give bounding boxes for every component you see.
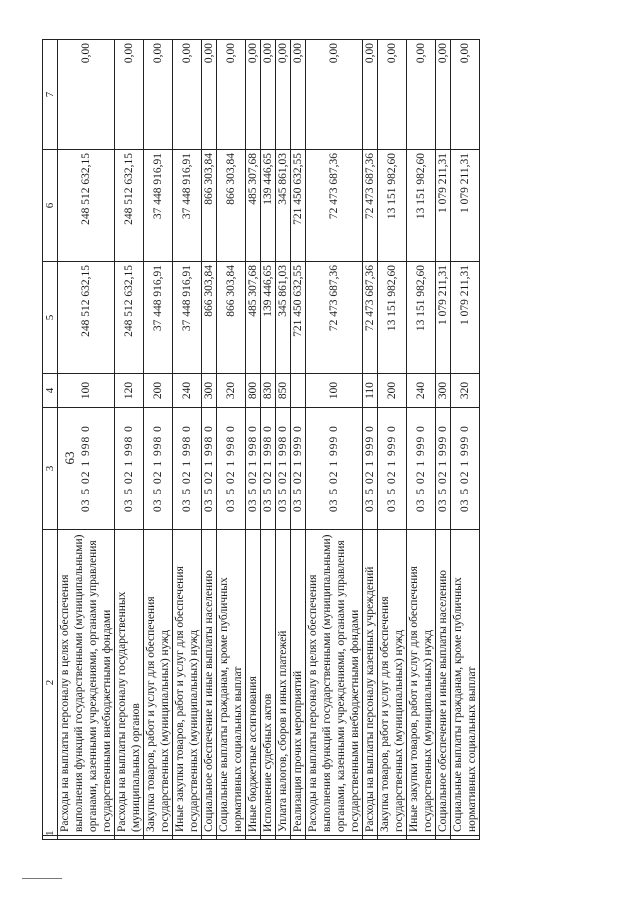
budget-table: [42, 39, 480, 840]
page-number: 63: [62, 451, 77, 465]
row-amount-5: 13 151 982,60: [378, 262, 407, 374]
row-amount-5: 485 307,68: [246, 262, 261, 374]
row-col-1: [58, 836, 115, 840]
row-amount-6: 248 512 632,15: [115, 150, 144, 262]
row-kvr: [291, 374, 306, 408]
table-row: [306, 40, 363, 840]
row-description: Социальное обеспечение и иные выплаты населению: [202, 530, 217, 836]
row-description: Расходы на выплаты персоналу в целях обеспечения выполнения функций государственными (муниципальными) органами, казенными учреждениями, органами управления государственными внебюджетными фондами: [58, 530, 115, 836]
row-amount-6: 72 473 687,36: [363, 150, 378, 262]
table-row: [202, 40, 217, 840]
table-row: [246, 40, 261, 840]
header-col-2: 2: [43, 530, 58, 836]
row-amount-7: 0,00: [363, 40, 378, 150]
row-kvr: 320: [217, 374, 246, 408]
row-col-1: [173, 836, 202, 840]
row-col-1: [306, 836, 363, 840]
table-row: [363, 40, 378, 840]
row-amount-7: 0,00: [378, 40, 407, 150]
row-amount-6: 72 473 687,36: [306, 150, 363, 262]
row-amount-6: 37 448 916,91: [144, 150, 173, 262]
row-kvr: 100: [306, 374, 363, 408]
row-amount-5: 37 448 916,91: [144, 262, 173, 374]
row-amount-6: 345 861,03: [276, 150, 291, 262]
table-row: [115, 40, 144, 840]
row-code: 03 5 02 1 999 0: [451, 408, 480, 530]
row-description: Исполнение судебных актов: [261, 530, 276, 836]
row-col-1: [261, 836, 276, 840]
row-col-1: [217, 836, 246, 840]
table-row: [144, 40, 173, 840]
row-amount-7: 0,00: [261, 40, 276, 150]
row-amount-6: 485 307,68: [246, 150, 261, 262]
row-amount-7: 0,00: [202, 40, 217, 150]
row-code: 03 5 02 1 999 0: [291, 408, 306, 530]
row-kvr: 100: [58, 374, 115, 408]
table-row: [378, 40, 407, 840]
row-col-1: [144, 836, 173, 840]
row-amount-5: 37 448 916,91: [173, 262, 202, 374]
row-code: 03 5 02 1 998 0: [58, 408, 115, 530]
header-col-1: 1: [43, 836, 58, 840]
row-col-1: [291, 836, 306, 840]
row-kvr: 200: [378, 374, 407, 408]
row-col-1: [451, 836, 480, 840]
row-description: Уплата налогов, сборов и иных платежей: [276, 530, 291, 836]
row-amount-5: 248 512 632,15: [115, 262, 144, 374]
table-row: [291, 40, 306, 840]
row-code: 03 5 02 1 998 0: [217, 408, 246, 530]
row-col-1: [378, 836, 407, 840]
row-amount-7: 0,00: [246, 40, 261, 150]
header-col-3: 3: [43, 408, 58, 530]
row-col-1: [202, 836, 217, 840]
header-col-7: 7: [43, 40, 58, 150]
row-code: 03 5 02 1 998 0: [115, 408, 144, 530]
row-amount-6: 13 151 982,60: [378, 150, 407, 262]
row-amount-5: 13 151 982,60: [407, 262, 436, 374]
row-amount-5: 866 303,84: [217, 262, 246, 374]
row-kvr: 850: [276, 374, 291, 408]
row-code: 03 5 02 1 998 0: [261, 408, 276, 530]
row-amount-5: 72 473 687,36: [306, 262, 363, 374]
row-amount-6: 721 450 632,55: [291, 150, 306, 262]
row-kvr: 320: [451, 374, 480, 408]
table-row: [451, 40, 480, 840]
row-amount-7: 0,00: [451, 40, 480, 150]
table-row: [276, 40, 291, 840]
row-code: 03 5 02 1 998 0: [144, 408, 173, 530]
row-amount-7: 0,00: [58, 40, 115, 150]
row-description: Закупка товаров, работ и услуг для обеспечения государственных (муниципальных) нужд: [378, 530, 407, 836]
row-description: Социальные выплаты гражданам, кроме публичных нормативных социальных выплат: [451, 530, 480, 836]
table-row: [407, 40, 436, 840]
row-amount-6: 248 512 632,15: [58, 150, 115, 262]
table-row: [217, 40, 246, 840]
row-col-1: [246, 836, 261, 840]
row-code: 03 5 02 1 999 0: [407, 408, 436, 530]
table-body: [58, 40, 480, 840]
row-code: 03 5 02 1 999 0: [436, 408, 451, 530]
table-header-row: [43, 40, 58, 840]
row-amount-7: 0,00: [436, 40, 451, 150]
row-kvr: 300: [436, 374, 451, 408]
row-code: 03 5 02 1 998 0: [202, 408, 217, 530]
row-kvr: 120: [115, 374, 144, 408]
row-amount-6: 13 151 982,60: [407, 150, 436, 262]
row-col-1: [115, 836, 144, 840]
row-code: 03 5 02 1 998 0: [276, 408, 291, 530]
row-amount-5: 345 861,03: [276, 262, 291, 374]
row-amount-7: 0,00: [291, 40, 306, 150]
row-amount-5: 1 079 211,31: [451, 262, 480, 374]
header-col-5: 5: [43, 262, 58, 374]
row-amount-7: 0,00: [115, 40, 144, 150]
row-amount-6: 866 303,84: [217, 150, 246, 262]
row-amount-7: 0,00: [144, 40, 173, 150]
row-description: Расходы на выплаты персоналу казенных учреждений: [363, 530, 378, 836]
row-description: Закупка товаров, работ и услуг для обеспечения государственных (муниципальных) нужд: [144, 530, 173, 836]
header-col-4: 4: [43, 374, 58, 408]
row-description: Иные закупки товаров, работ и услуг для обеспечения государственных (муниципальных) нужд: [407, 530, 436, 836]
row-col-1: [363, 836, 378, 840]
header-col-6: 6: [43, 150, 58, 262]
row-amount-6: 37 448 916,91: [173, 150, 202, 262]
row-description: Иные бюджетные ассигнования: [246, 530, 261, 836]
row-amount-7: 0,00: [217, 40, 246, 150]
row-amount-6: 866 303,84: [202, 150, 217, 262]
table-row: [436, 40, 451, 840]
row-kvr: 240: [407, 374, 436, 408]
row-col-1: [407, 836, 436, 840]
rotated-table-container: [42, 40, 572, 840]
corner-mark: [22, 878, 62, 879]
row-description: Расходы на выплаты персоналу в целях обеспечения выполнения функций государственными (муниципальными) органами, казенными учреждениями, органами управления государственными внебюджетными фондами: [306, 530, 363, 836]
table-row: [173, 40, 202, 840]
table-row: [261, 40, 276, 840]
row-code: 03 5 02 1 999 0: [363, 408, 378, 530]
row-code: 03 5 02 1 999 0: [378, 408, 407, 530]
row-amount-5: 248 512 632,15: [58, 262, 115, 374]
row-description: Реализация прочих мероприятий: [291, 530, 306, 836]
table-row: [58, 40, 115, 840]
row-amount-6: 1 079 211,31: [451, 150, 480, 262]
row-code: 03 5 02 1 998 0: [246, 408, 261, 530]
row-kvr: 240: [173, 374, 202, 408]
row-amount-7: 0,00: [407, 40, 436, 150]
row-amount-5: 139 446,65: [261, 262, 276, 374]
row-description: Социальные выплаты гражданам, кроме публичных нормативных социальных выплат: [217, 530, 246, 836]
row-amount-7: 0,00: [276, 40, 291, 150]
row-amount-7: 0,00: [173, 40, 202, 150]
row-amount-5: 721 450 632,55: [291, 262, 306, 374]
row-code: 03 5 02 1 999 0: [306, 408, 363, 530]
row-kvr: 200: [144, 374, 173, 408]
row-amount-6: 139 446,65: [261, 150, 276, 262]
row-kvr: 110: [363, 374, 378, 408]
row-amount-5: 1 079 211,31: [436, 262, 451, 374]
row-description: Иные закупки товаров, работ и услуг для обеспечения государственных (муниципальных) нужд: [173, 530, 202, 836]
row-amount-5: 72 473 687,36: [363, 262, 378, 374]
row-code: 03 5 02 1 998 0: [173, 408, 202, 530]
row-kvr: 830: [261, 374, 276, 408]
row-amount-5: 866 303,84: [202, 262, 217, 374]
row-description: Расходы на выплаты персоналу государственных (муниципальных) органов: [115, 530, 144, 836]
row-amount-6: 1 079 211,31: [436, 150, 451, 262]
row-kvr: 800: [246, 374, 261, 408]
row-col-1: [276, 836, 291, 840]
row-col-1: [436, 836, 451, 840]
row-description: Социальное обеспечение и иные выплаты населению: [436, 530, 451, 836]
row-kvr: 300: [202, 374, 217, 408]
row-amount-7: 0,00: [306, 40, 363, 150]
